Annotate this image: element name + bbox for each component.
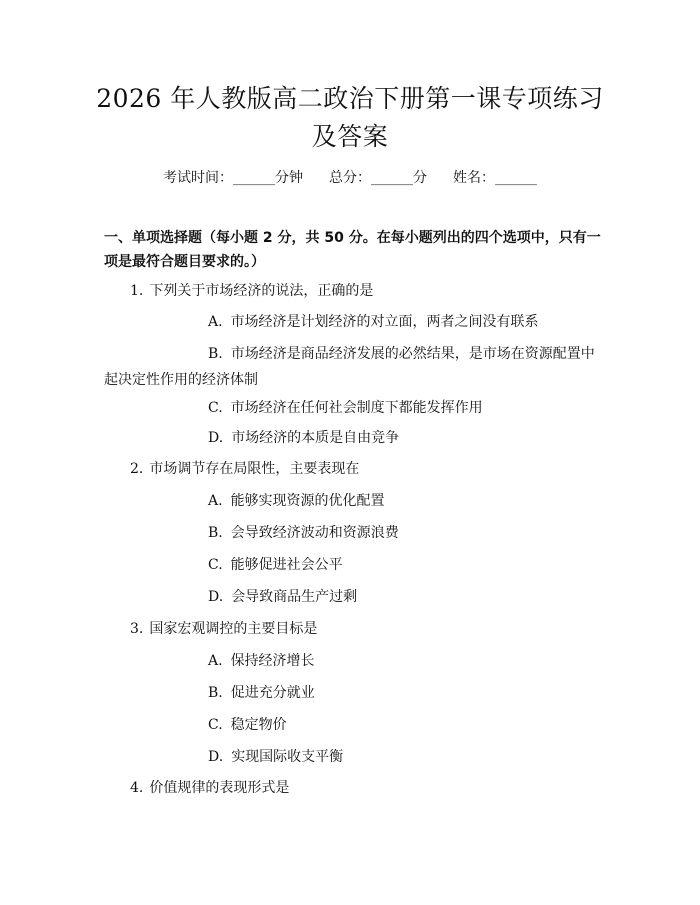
question-1-option-a: [104, 309, 604, 335]
question-2-option-a: [104, 488, 604, 514]
question-2-option-b: [104, 520, 604, 546]
option-letter: A.: [208, 314, 223, 330]
question-1-option-c: [104, 395, 604, 421]
exam-meta: [0, 168, 700, 188]
question-stem: 价值规律的表现形式是: [149, 780, 290, 796]
question-2: [130, 458, 600, 480]
exam-time-label: 考试时间：______分钟: [163, 170, 303, 186]
option-letter: A.: [208, 493, 223, 509]
section-heading: 一、单项选择题（每小题 2 分，共 50 分。在每小题列出的四个选项中，只有一项是最符合题目要求的。）: [104, 230, 601, 270]
option-letter: D.: [208, 589, 224, 605]
question-stem: 市场调节存在局限性，主要表现在: [149, 461, 360, 477]
question-stem: 国家宏观调控的主要目标是: [149, 621, 318, 637]
option-letter: A.: [208, 653, 223, 669]
question-1-option-b: [104, 341, 604, 393]
option-text: 会导致经济波动和资源浪费: [230, 525, 399, 541]
question-number: 1.: [130, 283, 144, 299]
question-number: 4.: [130, 780, 144, 796]
option-letter: C.: [208, 400, 223, 416]
option-letter: D.: [208, 749, 224, 765]
question-3-option-c: [104, 712, 604, 738]
question-1-option-d: [104, 425, 604, 451]
question-1: [130, 280, 600, 302]
option-text: 市场经济是计划经济的对立面，两者之间没有联系: [230, 314, 539, 330]
question-2-option-d: [104, 584, 604, 610]
total-score-label: 总分：______分: [329, 170, 427, 186]
question-4: [130, 777, 600, 799]
option-text: 市场经济在任何社会制度下都能发挥作用: [230, 400, 483, 416]
question-number: 3.: [130, 621, 144, 637]
page-title: 2026 年人教版高二政治下册第一课专项练习及答案: [96, 84, 604, 151]
question-3-option-a: [104, 648, 604, 674]
option-text: 能够实现资源的优化配置: [230, 493, 385, 509]
option-text: 能够促进社会公平: [230, 557, 343, 573]
option-letter: C.: [208, 557, 223, 573]
question-3: [130, 618, 600, 640]
question-stem: 下列关于市场经济的说法，正确的是: [149, 283, 374, 299]
option-letter: C.: [208, 717, 223, 733]
option-text: 促进充分就业: [230, 685, 315, 701]
option-text: 稳定物价: [230, 717, 287, 733]
option-text: 会导致商品生产过剩: [231, 589, 358, 605]
option-letter: B.: [208, 685, 223, 701]
option-text: 市场经济是商品经济发展的必然结果，是市场在资源配置中起决定性作用的经济体制: [104, 346, 595, 388]
option-letter: D.: [208, 430, 224, 446]
question-3-option-d: [104, 744, 604, 770]
question-3-option-b: [104, 680, 604, 706]
student-name-label: 姓名：______: [453, 170, 537, 186]
question-2-option-c: [104, 552, 604, 578]
option-text: 保持经济增长: [230, 653, 315, 669]
option-letter: B.: [208, 525, 223, 541]
question-number: 2.: [130, 461, 144, 477]
option-letter: B.: [208, 346, 223, 362]
option-text: 市场经济的本质是自由竞争: [231, 430, 400, 446]
option-text: 实现国际收支平衡: [231, 749, 344, 765]
